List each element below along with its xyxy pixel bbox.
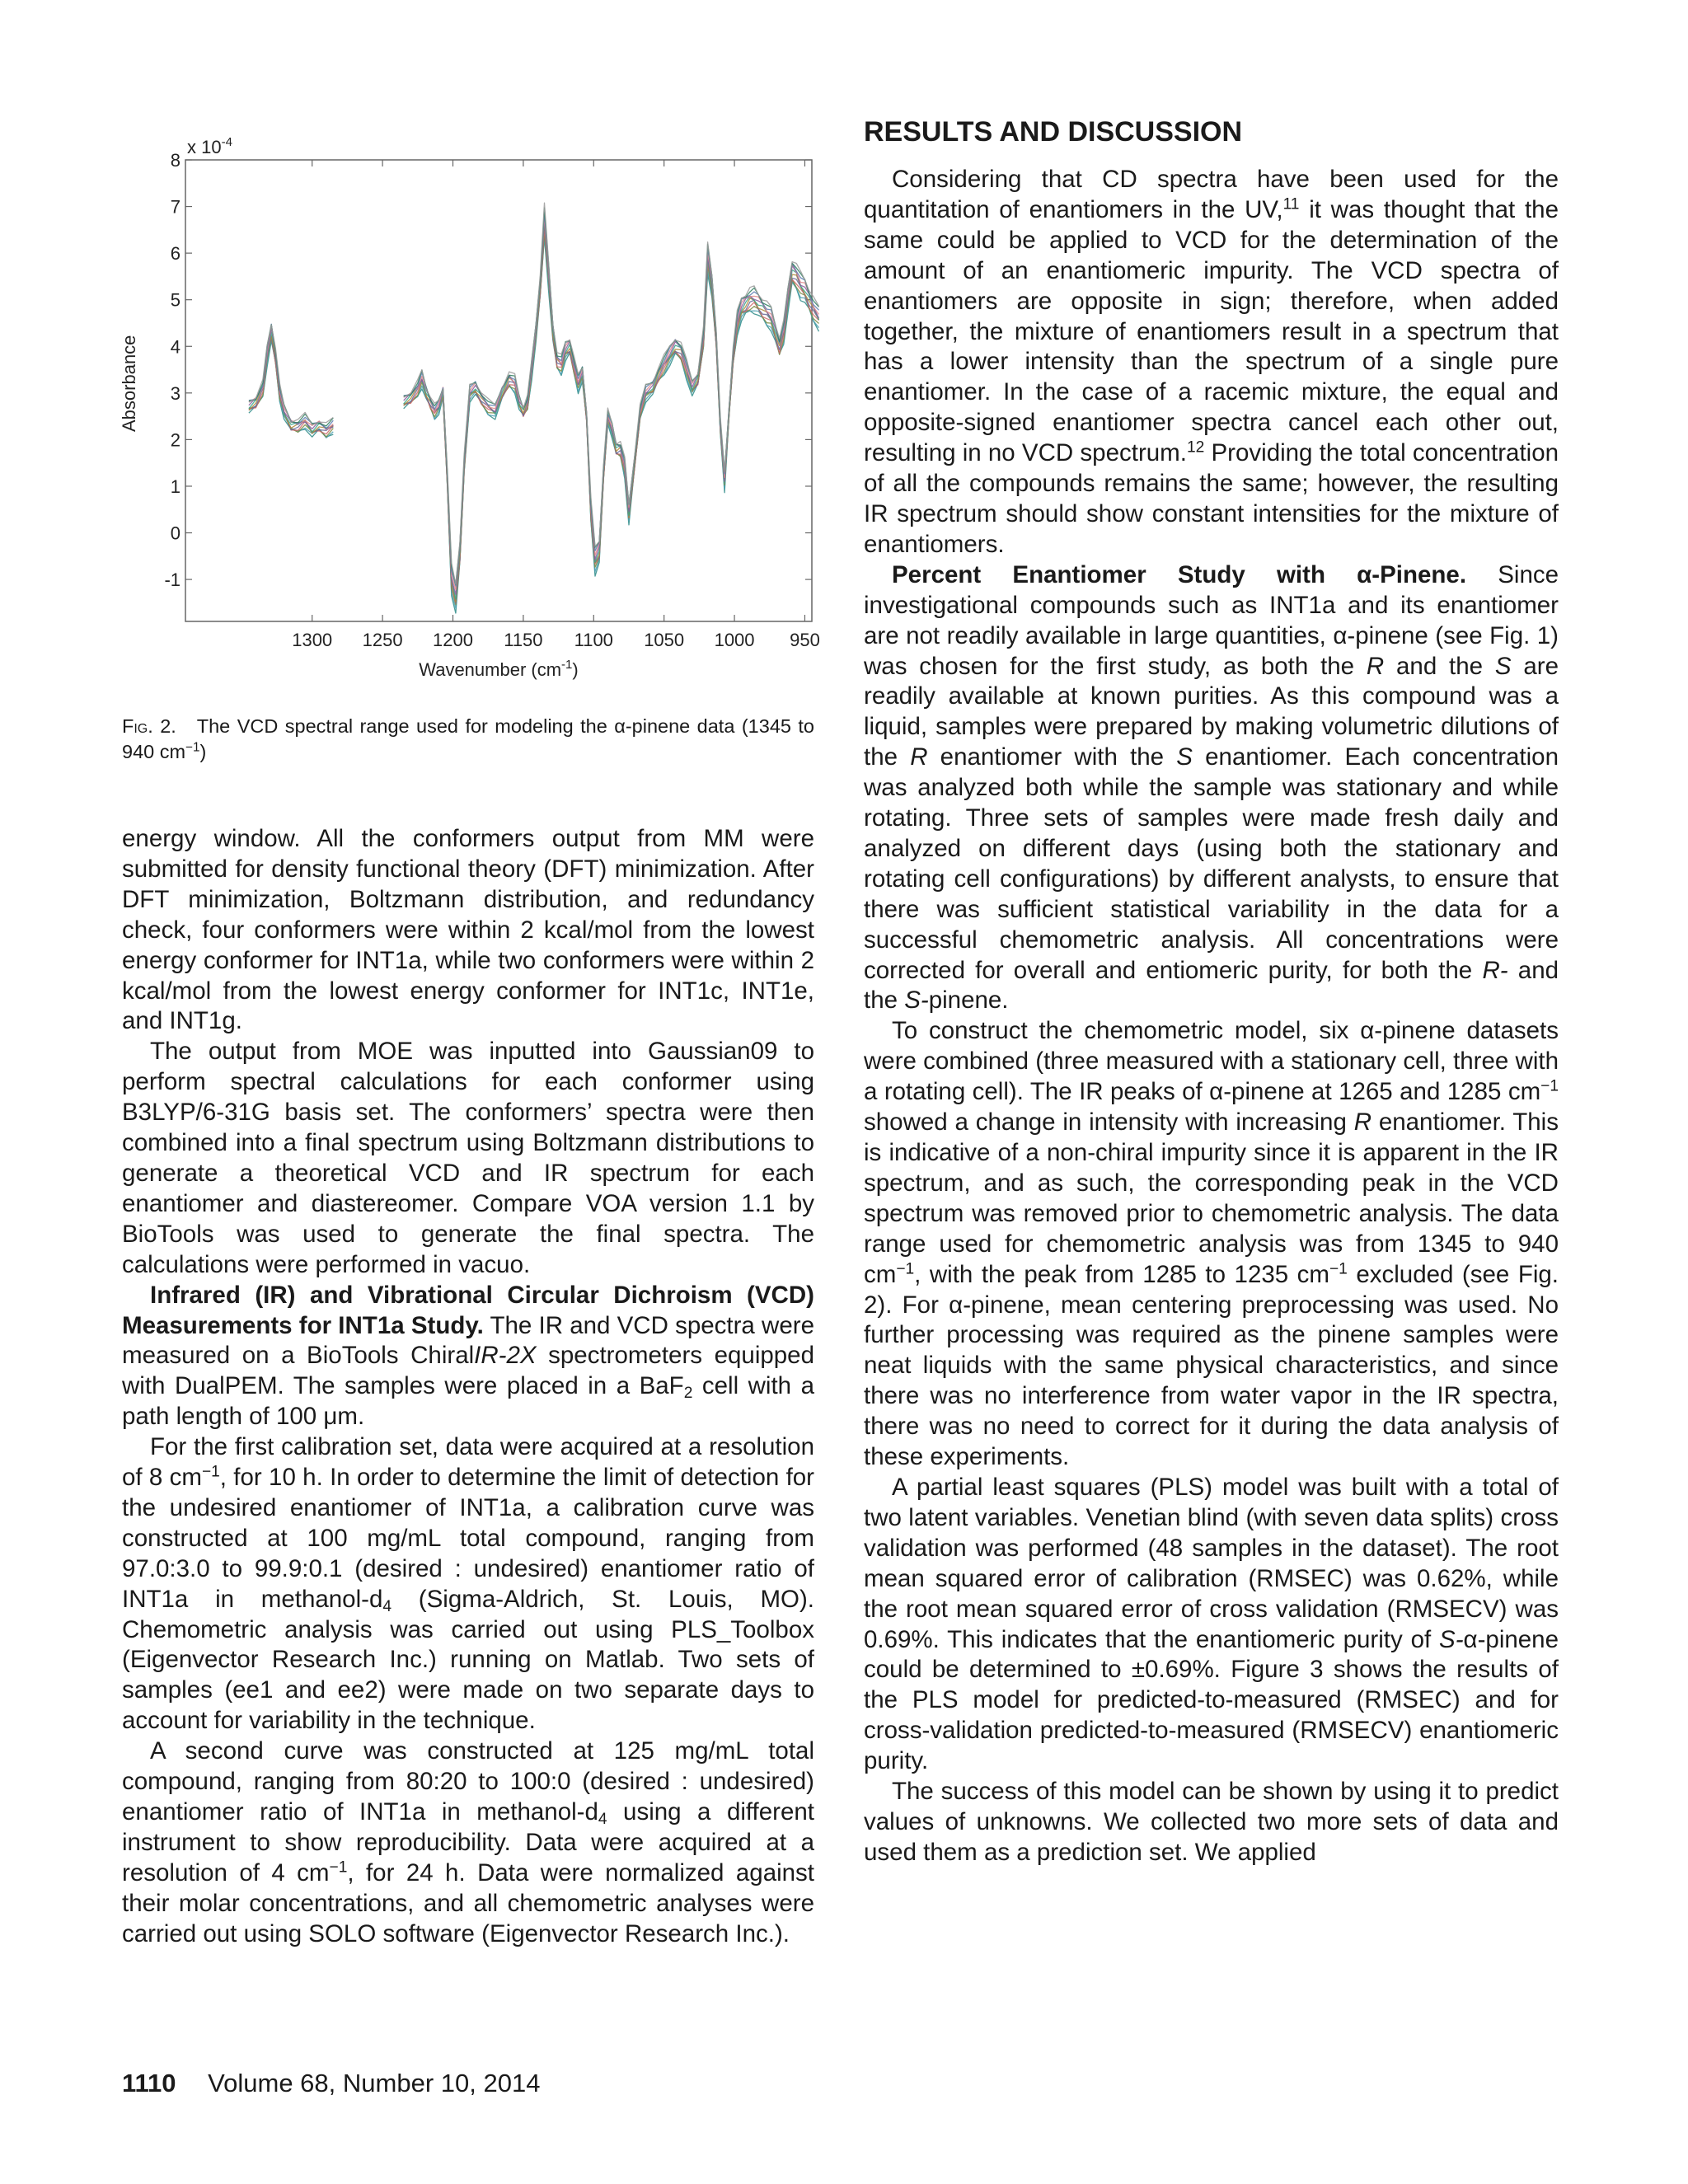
y-tick-label: 1 [170,476,181,497]
x-axis-label: Wavenumber $(cm^{-1})$ [419,658,579,680]
y-tick-label: -1 [164,569,181,591]
x-tick-label: 1000 [714,630,755,650]
paragraph [864,165,1559,560]
paragraph-text: Considering that CD spectra have been used for the quantitation of enantiomers in the UV,$^{11}$ it was thought that the same could be applied to VCD for the determination of the amount of an enantiomeric impurity. The VCD spectra of enantiomers are opposite in sign; therefore, when added together, the mixture of enantiomers result in a spectrum that has a lower intensity than the spectrum of a single pure enantiomer. In the case of a racemic mixture, the equal and opposite-signed enantiomer spectra cancel each other out, resulting in no VCD spectrum.$^{12}$ Providing the total concentration of all the compounds remains the same; however, the resulting IR spectrum should show constant intensities for the mixture of enantiomers. [864,166,1559,558]
vcd-spectrum-chart [119,124,831,701]
x-tick-label: 1200 [433,630,473,650]
x-tick-label: 1100 [574,630,613,650]
y-tick-label: 8 [170,150,181,171]
figure-2 [119,124,831,701]
paragraph-text: A partial least squares (PLS) model was built with a total of two latent variables. Venetian blind (with seven data splits) cross validation was performed (48 samples in the dataset). The root mean squared error of calibration (RMSEC) was 0.62%, while the root mean squared error of cross validation (RMSECV) was 0.69%. This indicates that the enantiomeric purity of S-α-pinene could be determined to ±0.69%. Figure 3 shows the results of the PLS model for predicted-to-measured (RMSEC) and for cross-validation predicted-to-measured (RMSECV) enantiomeric purity. [864,1473,1559,1775]
page-number: 1110 [122,2069,176,2097]
paragraph [122,1037,814,1280]
x-tick-label: 1150 [504,630,543,650]
y-tick-label: 4 [170,336,181,358]
paragraph-text: Since investigational compounds such as INT1a and its enantiomer are not readily available in large quantities, α-pinene (see Fig. 1) was chosen for the first study, as both the R and the S are readily available at known purities. As this compound was a liquid, samples were prepared by making volumetric dilutions of the R enantiomer with the S enantiomer. Each concentration was analyzed both while the sample was stationary and while rotating. Three sets of samples were made fresh daily and analyzed on different days (using both the stationary and rotating cell configurations) by different analysts, to ensure that there was sufficient statistical variability in the data for a successful chemometric analysis. All concentrations were corrected for overall and entiomeric purity, for both the R- and the S-pinene. [864,560,1559,1015]
paragraph-text: energy window. All the conformers output from MM were submitted for density functional theory (DFT) minimization. After DFT minimization, Boltzmann distribution, and redundancy check, four conformers were within 2 kcal/mol from the lowest energy conformer for INT1a, while two conformers were within 2 kcal/mol from the lowest energy conformer for INT1c, INT1e, and INT1g. [122,825,814,1035]
section-heading: RESULTS AND DISCUSSION [864,116,1243,148]
run-in-heading: Percent Enantiomer Study with α-Pinene. [892,560,1467,588]
left-column [122,824,814,1950]
x-tick-label: 1050 [644,630,685,650]
paragraph [122,1736,814,1949]
paragraph-text: To construct the chemometric model, six α-pinene datasets were combined (three measured with a stationary cell, three with a rotating cell). The IR peaks of α-pinene at 1265 and 1285 $cm^{-1}$ showed a change in intensity with increasing R enantiomer. This is indicative of a non-chiral impurity since it is apparent in the IR spectrum, and as such, the corresponding peak in the VCD spectrum was removed prior to chemometric analysis. The data range used for chemometric analysis was from 1345 to 940 $cm^{-1}$, with the peak from 1285 to 1235 $cm^{-1}$ excluded (see Fig. 2). For α-pinene, mean centering preprocessing was used. No further processing was required as the pinene samples were neat liquids with the same physical characteristics, and since there was no interference from water vapor in the IR spectra, there was no need to correct for it during the data analysis of these experiments. [864,1017,1559,1471]
paragraph [122,824,814,1037]
x-tick-label: 1250 [362,630,403,650]
right-column [864,165,1559,1868]
paragraph-text: For the first calibration set, data were acquired at a resolution of 8 $cm^{-1}$, for 10 h. In order to determine the limit of detection for the undesired enantiomer of INT1a, a calibration curve was constructed at 100 mg/mL total compound, ranging from 97.0:3.0 to 99.9:0.1 (desired : undesired) enantiomer ratio of INT1a in methanol-$d_4$ (Sigma-Aldrich, St. Louis, MO). Chemometric analysis was carried out using PLS_Toolbox (Eigenvector Research Inc.) running on Matlab. Two sets of samples (ee1 and ee2) were made on two separate days to account for variability in the technique. [122,1433,814,1735]
paragraph-text: The success of this model can be shown by using it to predict values of unknowns. We collected two more sets of data and used them as a prediction set. We applied [864,1778,1559,1866]
figure-caption-text: The VCD spectral range used for modeling the α-pinene data (1345 to 940 $cm^{-1}$) [122,715,815,762]
page-footer [122,2069,540,2098]
journal-volume: Volume 68, Number 10, 2014 [208,2069,541,2097]
y-tick-label: 6 [170,243,181,265]
figure-caption [122,714,814,765]
y-tick-label: 2 [170,429,181,451]
y-tick-label: 3 [170,382,181,404]
paragraph [864,1777,1559,1868]
y-tick-label: 0 [170,523,181,544]
y-axis-multiplier: x $10^{-4}$ [187,135,232,157]
y-axis-label: Absorbance [119,335,139,432]
paragraph [122,1281,814,1433]
paragraph-text: The output from MOE was inputted into Gaussian09 to perform spectral calculations for each conformer using B3LYP/6-31G basis set. The conformers’ spectra were then combined into a final spectrum using Boltzmann distributions to generate a theoretical VCD and IR spectrum for each enantiomer and diastereomer. Compare VOA version 1.1 by BioTools was used to generate the final spectra. The calculations were performed in vacuo. [122,1038,814,1278]
paragraph [122,1432,814,1736]
paragraph [864,1473,1559,1777]
figure-caption-label: Fig. 2. [122,715,176,737]
paragraph [864,560,1559,1017]
y-tick-label: 7 [170,196,181,218]
paragraph-text: A second curve was constructed at 125 mg/mL total compound, ranging from 80:20 to 100:0 (desired : undesired) enantiomer ratio of INT1a in methanol-$d_4$ using a different instrument to show reproducibility. Data were acquired at a resolution of 4 $cm^{-1}$, for 24 h. Data were normalized against their molar concentrations, and all chemometric analyses were carried out using SOLO software (Eigenvector Research Inc.). [122,1737,815,1947]
x-tick-label: 950 [790,630,820,650]
run-in-heading: Infrared (IR) and Vibrational Circular Dichroism (VCD) Measurements for INT1a Study. [122,1281,814,1339]
y-tick-label: 5 [170,289,181,311]
x-tick-label: 1300 [292,630,333,650]
paragraph-text: The IR and VCD spectra were measured on a BioTools ChiralIR-2X spectrometers equipped with DualPEM. The samples were placed in a BaF$_2$ cell with a path length of 100 μm. [122,1311,814,1431]
paragraph [864,1016,1559,1473]
